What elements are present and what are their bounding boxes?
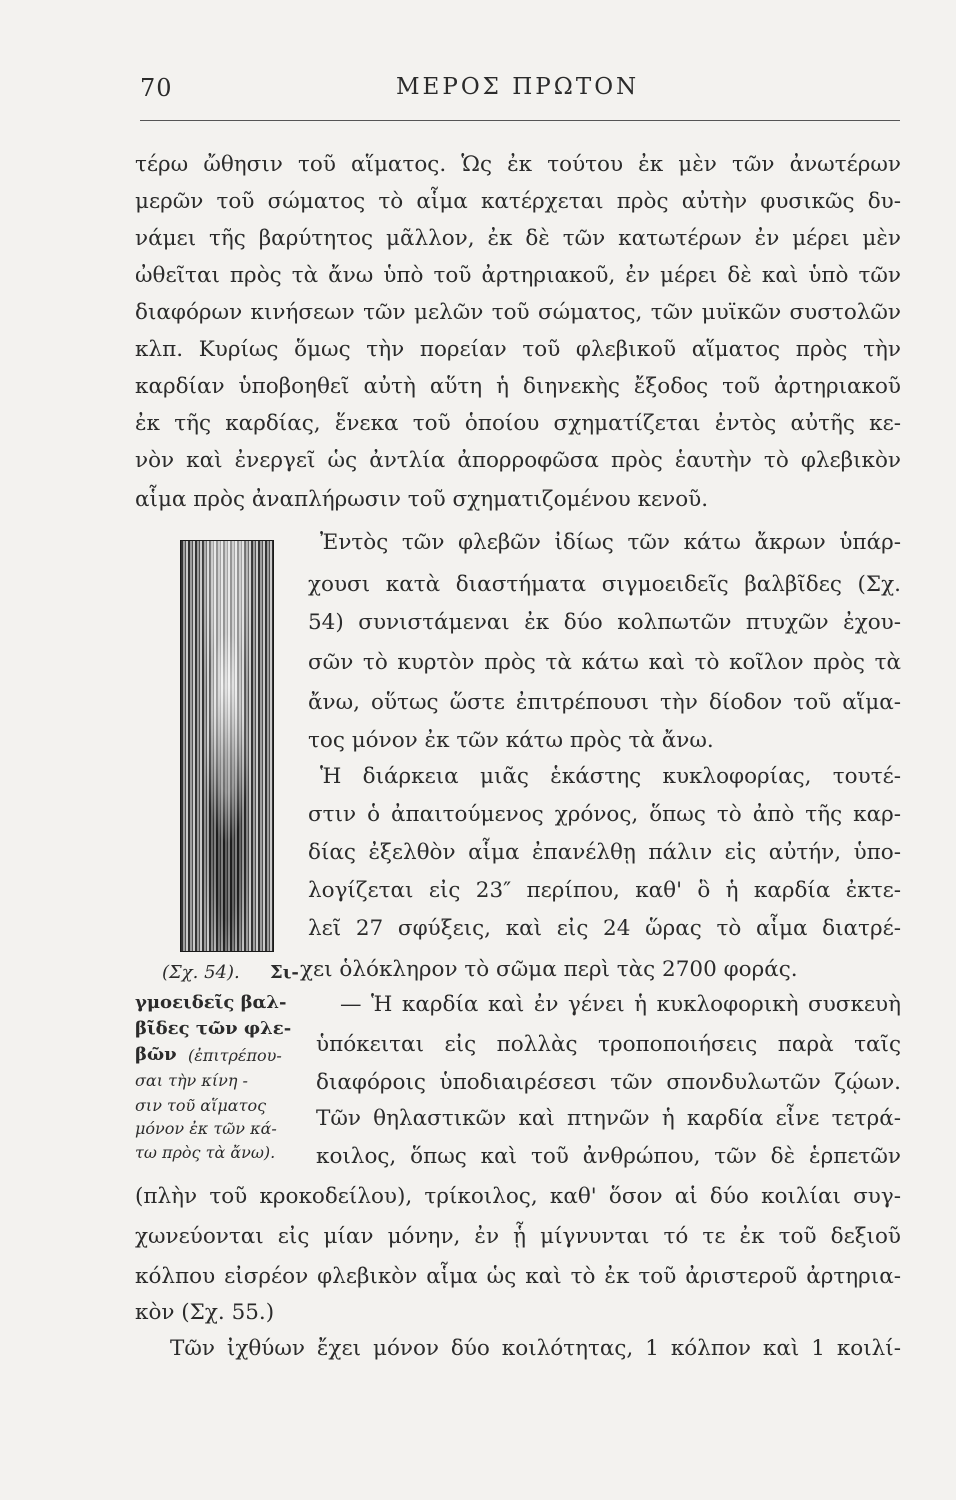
figure-caption-label: (Σχ. 54).: [162, 962, 240, 983]
text-line: λογίζεται εἰς 23″ περίπου, καθ' ὃ ἡ καρδία ἐκτε-: [308, 878, 901, 903]
page-number: 70: [140, 74, 173, 102]
figure-caption-title: γμοειδεῖς βαλ-: [135, 992, 287, 1013]
text-line: διαφόροις ὑποδιαιρέσεσι τῶν σπονδυλωτῶν ζῴων.: [316, 1070, 901, 1095]
text-line: κὸν (Σχ. 55.): [135, 1300, 275, 1325]
text-line: τέρω ὤθησιν τοῦ αἵματος. Ὡς ἐκ τούτου ἐκ μὲν τῶν ἀνωτέρων: [135, 152, 901, 177]
text-line: ἄνω, οὕτως ὥστε ἐπιτρέπουσι τὴν δίοδον τοῦ αἵμα-: [308, 690, 901, 715]
text-line: Ἐντὸς τῶν φλεβῶν ἰδίως τῶν κάτω ἄκρων ὑπάρ-: [320, 530, 901, 555]
text-line: λεῖ 27 σφύξεις, καὶ εἰς 24 ὥρας τὸ αἷμα διατρέ-: [308, 916, 901, 941]
text-line: ἐκ τῆς καρδίας, ἕνεκα τοῦ ὁποίου σχηματίζεται ἐντὸς αὐτῆς κε-: [135, 411, 901, 436]
text-line: χουσι κατὰ διαστήματα σιγμοειδεῖς βαλβῖδες (Σχ.: [308, 572, 901, 597]
text-line: 54) συνιστάμεναι ἐκ δύο κολπωτῶν πτυχῶν ἐχου-: [308, 610, 901, 635]
text-line: κόλπου εἰσρέον φλεβικὸν αἷμα ὡς καὶ τὸ ἐκ τοῦ ἀριστεροῦ ἀρτηρια-: [135, 1264, 901, 1289]
figure-caption-title: βῶν: [135, 1044, 177, 1065]
text-line: στιν ὁ ἀπαιτούμενος χρόνος, ὅπως τὸ ἀπὸ τῆς καρ-: [308, 802, 901, 827]
figure-caption-text: τω πρὸς τὰ ἄνω).: [135, 1143, 276, 1162]
text-line: ὑπόκειται εἰς πολλὰς τροποποιήσεις παρὰ ταῖς: [316, 1032, 901, 1057]
figure-caption-text: σιν τοῦ αἵματος: [135, 1096, 267, 1115]
text-line: κοιλος, ὅπως καὶ τοῦ ἀνθρώπου, τῶν δὲ ἑρπετῶν: [316, 1144, 901, 1169]
text-line: καρδίαν ὑποβοηθεῖ αὐτὴ αὕτη ἡ διηνεκὴς ἔξοδος τοῦ ἀρτηριακοῦ: [135, 374, 901, 399]
text-line: δίας ἐξελθὸν αἷμα ἐπανέλθῃ πάλιν εἰς αὐτήν, ὑπο-: [308, 840, 901, 865]
text-line: μερῶν τοῦ σώματος τὸ αἷμα κατέρχεται πρὸς αὐτὴν φυσικῶς δυ-: [135, 189, 901, 214]
text-line: κλπ. Κυρίως ὅμως τὴν πορείαν τοῦ φλεβικοῦ αἵματος πρὸς τὴν: [135, 337, 901, 362]
text-line: Τῶν ἰχθύων ἔχει μόνον δύο κοιλότητας, 1 κόλπον καὶ 1 κοιλί-: [170, 1336, 901, 1361]
figure-caption-title: βῖδες τῶν φλε-: [135, 1018, 292, 1039]
text-line: χει ὁλόκληρον τὸ σῶμα περὶ τὰς 2700 φοράς.: [300, 957, 798, 982]
figure-caption-text: μόνον ἐκ τῶν κά-: [135, 1119, 277, 1138]
text-line: τος μόνον ἐκ τῶν κάτω πρὸς τὰ ἄνω.: [308, 728, 714, 753]
page-header: [140, 74, 900, 114]
figure-caption-text: (ἐπιτρέπου-: [188, 1046, 282, 1065]
text-line: χωνεύονται εἰς μίαν μόνην, ἐν ᾗ μίγνυνται τό τε ἐκ τοῦ δεξιοῦ: [135, 1224, 901, 1249]
text-line: σῶν τὸ κυρτὸν πρὸς τὰ κάτω καὶ τὸ κοῖλον πρὸς τὰ: [308, 650, 901, 675]
text-line: Τῶν θηλαστικῶν καὶ πτηνῶν ἡ καρδία εἶνε τετρά-: [316, 1106, 901, 1131]
text-line: διαφόρων κινήσεων τῶν μελῶν τοῦ σώματος, τῶν μυϊκῶν συστολῶν: [135, 300, 901, 325]
text-line: ὠθεῖται πρὸς τὰ ἄνω ὑπὸ τοῦ ἀρτηριακοῦ, ἐν μέρει δὲ καὶ ὑπὸ τῶν: [135, 263, 901, 288]
header-rule: [140, 120, 900, 121]
text-line: (πλὴν τοῦ κροκοδείλου), τρίκοιλος, καθ' ὅσον αἱ δύο κοιλίαι συγ-: [135, 1184, 901, 1209]
text-line: — Ἡ καρδία καὶ ἐν γένει ἡ κυκλοφορικὴ συσκευὴ: [340, 992, 901, 1017]
running-title: ΜΕΡΟΣ ΠΡΩΤΟΝ: [396, 74, 640, 100]
figure-caption-title: Σι-: [270, 962, 299, 983]
text-line: αἷμα πρὸς ἀναπλήρωσιν τοῦ σχηματιζομένου κενοῦ.: [135, 487, 709, 512]
text-line: νάμει τῆς βαρύτητος μᾶλλον, ἐκ δὲ τῶν κατωτέρων ἐν μέρει μὲν: [135, 226, 901, 251]
figure-caption-text: σαι τὴν κίνη -: [135, 1071, 248, 1090]
text-line: νὸν καὶ ἐνεργεῖ ὡς ἀντλία ἀπορροφῶσα πρὸς ἑαυτὴν τὸ φλεβικὸν: [135, 448, 901, 473]
text-line: Ἡ διάρκεια μιᾶς ἑκάστης κυκλοφορίας, τουτέ-: [320, 764, 901, 789]
figure-54-valves-illustration: [180, 540, 274, 952]
